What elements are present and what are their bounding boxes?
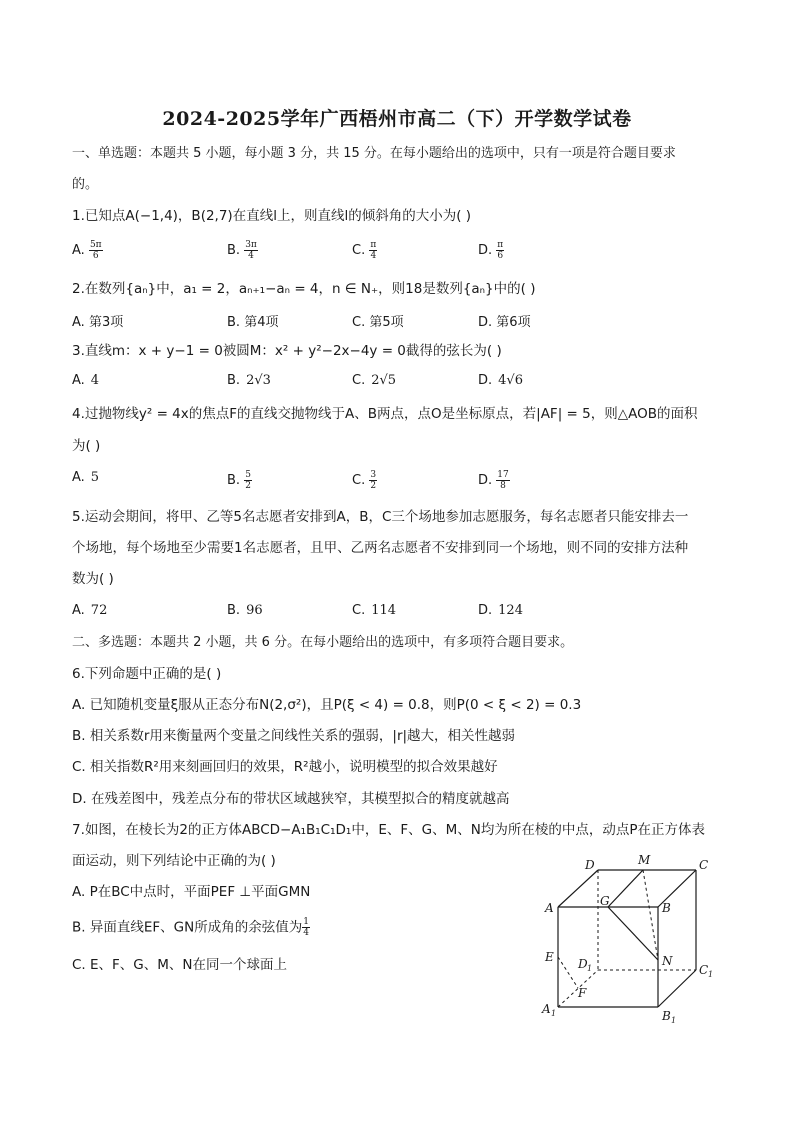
q4-option-c: C. $\frac{3}{2}$ (352, 470, 377, 491)
label-B: B (662, 901, 671, 915)
q4-option-d: D. $\frac{17}{8}$ (478, 470, 509, 491)
q2-option-a: A. 第3项 (72, 315, 124, 330)
segment-EF (558, 957, 578, 988)
q4-option-a: A. 5 (72, 470, 100, 485)
svg-text:1: 1 (708, 970, 714, 979)
label-D1 (577, 957, 592, 973)
q3-stem: 3.直线m：x + y−1 = 0被圆M：x² + y²−2x−4y = 0截得的弦长为( ) (72, 343, 502, 359)
svg-text:D: D (578, 957, 588, 971)
q1-options (72, 240, 722, 264)
svg-text:1: 1 (671, 1016, 677, 1025)
q5-stem-cont1: 个场地，每个场地至少需要1名志愿者，且甲、乙两名志愿者不安排到同一个场地，则不同的安排方法种 (72, 540, 689, 556)
section1-heading: 一、单选题：本题共 5 小题，每小题 3 分，共 15 分。在每小题给出的选项中，只有一项是符合题目要求 (72, 146, 676, 161)
q7-option-c: C. E、F、G、M、N在同一个球面上 (72, 957, 288, 973)
q7-option-b: B. 异面直线EF、GN所成角的余弦值为 $\frac{1}{4}$ (72, 917, 309, 938)
q6-option-b: B. 相关系数r用来衡量两个变量之间线性关系的强弱，|r|越大，相关性越弱 (72, 728, 516, 744)
q4-stem-cont: 为( ) (72, 438, 101, 454)
q3-option-a: A. 4 (72, 373, 100, 388)
q2-stem: 2.在数列{aₙ}中，a₁ = 2，aₙ₊₁−aₙ = 4，n ∈ N₊，则18是数列{aₙ}中的( ) (72, 281, 536, 297)
segment-GM (608, 870, 643, 907)
q5-options (72, 603, 722, 627)
q7-stem-cont: 面运动，则下列结论中正确的为( ) (72, 853, 276, 869)
q2-option-b: B. 第4项 (227, 315, 279, 330)
label-G: G (600, 894, 610, 908)
q5-option-a: A. 72 (72, 603, 108, 618)
q1-stem: 1.已知点A(−1,4)，B(2,7)在直线l上，则直线l的倾斜角的大小为( ) (72, 208, 472, 224)
svg-text:A: A (542, 1002, 551, 1016)
q5-stem-cont2: 数为( ) (72, 571, 114, 587)
label-N: N (662, 954, 673, 968)
q6-option-a: A. 已知随机变量ξ服从正态分布N(2,σ²)，且P(ξ < 4) = 0.8，则P(0 < ξ < 2) = 0.3 (72, 697, 582, 713)
svg-text:B: B (662, 1009, 671, 1023)
label-B1 (661, 1009, 676, 1025)
q2-options (72, 311, 722, 335)
q3-option-d: D. 4√6 (478, 373, 523, 388)
label-F: F (578, 986, 587, 1000)
q5-stem: 5.运动会期间，将甲、乙等5名志愿者安排到A，B，C三个场地参加志愿服务，每名志愿者只能安排去一 (72, 509, 689, 525)
q4-stem: 4.过抛物线y² = 4x的焦点F的直线交抛物线于A、B两点，点O是坐标原点，若|AF| = 5，则△AOB的面积 (72, 406, 698, 422)
label-E: E (545, 950, 554, 964)
q5-option-b: B. 96 (227, 603, 263, 618)
label-C: C (699, 858, 709, 872)
q2-option-c: C. 第5项 (352, 315, 404, 330)
section1-heading-cont: 的。 (72, 177, 99, 192)
q6-option-d: D. 在残差图中，残差点分布的带状区域越狭窄，其模型拟合的精度就越高 (72, 791, 510, 807)
q3-option-c: C. 2√5 (352, 373, 397, 388)
segment-GN (608, 907, 658, 960)
q4-option-b: B. $\frac{5}{2}$ (227, 470, 251, 491)
q5-option-d: D. 124 (478, 603, 523, 618)
cube-figure (528, 852, 728, 1027)
q6-option-c: C. 相关指数R²用来刻画回归的效果，R²越小，说明模型的拟合效果越好 (72, 759, 498, 775)
exam-title: 2024-2025学年广西梧州市高二（下）开学数学试卷 (162, 108, 632, 130)
q5-option-c: C. 114 (352, 603, 397, 618)
q4-options (72, 470, 722, 494)
edge-B1C1 (658, 970, 696, 1007)
q6-stem: 6.下列命题中正确的是( ) (72, 666, 222, 682)
q7-option-a: A. P在BC中点时，平面PEF ⊥平面GMN (72, 884, 311, 900)
q1-option-b: B. $\frac{3\pi}{4}$ (227, 240, 257, 261)
q1-option-c: C. $\frac{\pi}{4}$ (352, 240, 377, 261)
svg-text:C: C (699, 963, 709, 977)
label-C1 (699, 963, 713, 979)
label-M: M (638, 853, 651, 867)
label-A1 (541, 1002, 556, 1018)
svg-text:1: 1 (587, 964, 593, 973)
q2-option-d: D. 第6项 (478, 315, 531, 330)
edge-AD (558, 870, 598, 907)
q1-option-d: D. $\frac{\pi}{6}$ (478, 240, 504, 261)
q3-options (72, 373, 722, 397)
svg-text:1: 1 (551, 1009, 557, 1018)
q1-option-a: A. $\frac{5\pi}{6}$ (72, 240, 102, 261)
label-A: A (545, 901, 554, 915)
label-D: D (585, 858, 595, 872)
section2-heading: 二、多选题：本题共 2 小题，共 6 分。在每小题给出的选项中，有多项符合题目要求。 (72, 635, 574, 650)
q7-stem: 7.如图，在棱长为2的正方体ABCD−A₁B₁C₁D₁中，E、F、G、M、N均为所在棱的中点，动点P在正方体表 (72, 822, 705, 838)
q3-option-b: B. 2√3 (227, 373, 271, 388)
